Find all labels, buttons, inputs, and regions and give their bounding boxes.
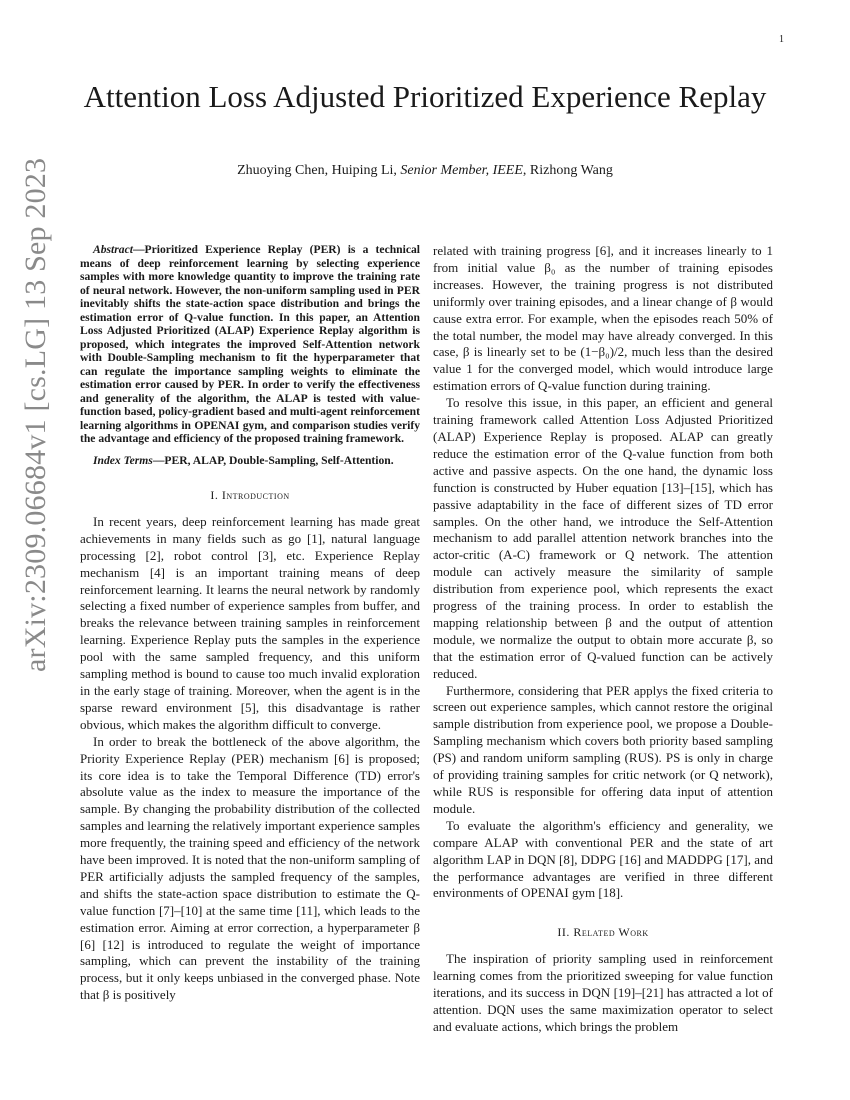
index-terms-text: —PER, ALAP, Double-Sampling, Self-Attention. [152, 453, 394, 467]
index-terms-label: Index Terms [93, 453, 153, 467]
author-line [70, 163, 780, 179]
intro-paragraph: To evaluate the algorithm's efficiency and generality, we compare ALAP with conventional PER and the state of art algorithm LAP in DQN [8], DDPG [16] and MADDPG [17], and the performance advantages are verified in three different environments of OPENAI gym [18]. [433, 817, 773, 901]
intro-paragraph: To resolve this issue, in this paper, an efficient and general training framework called Attention Loss Adjusted Prioritized (ALAP) Experience Replay is proposed. ALAP can greatly reduce the estimation error of the Q-value function from both active and passive aspects. On the one hand, the dynamic loss function is constructed by Huber equation [13]–[15], which has passive adaptability in the face of different sizes of TD error samples. On the other hand, we introduce the Self-Attention mechanism to add parallel attention network branches into the actor-critic (A-C) framework or Q network. The attention module can actively measure the similarity of sample distribution from experience pool, which represents the exact progress of the training process. In order to establish the mapping relationship between β and the output of attention module, we normalize the output to obtain more accurate β, so that the estimation error of Q-valued function can be actively reduced. [433, 395, 773, 681]
index-terms [80, 454, 420, 468]
abstract-label: Abstract [93, 243, 133, 256]
author-membership: Senior Member, IEEE [400, 163, 523, 178]
page-number: 1 [779, 34, 784, 45]
intro-paragraph: Furthermore, considering that PER applys the fixed criteria to screen out experience samples, which cannot restore the original sample distribution from experience pool, we propose a Double-Sampling mechanism which covers both priority based sampling (PS) and random uniform sampling (RUS). PS is only in charge of providing training samples for critic network (or Q network), while RUS is responsible for offering data input of attention module. [433, 682, 773, 816]
paper-title: Attention Loss Adjusted Prioritized Experience Replay [83, 79, 767, 114]
related-work-paragraph: The inspiration of priority sampling used in reinforcement learning comes from the prioritized sweeping for value function iterations, and its success in DQN [19]–[21] has attracted a lot of attention. DQN uses the same maximization operator to select and evaluate actions, which brings the problem [433, 951, 773, 1034]
abstract-text: —Prioritized Experience Replay (PER) is a technical means of deep reinforcement learning by selecting experience samples with more knowledge quantity to improve the training rate of neural network. However, the non-uniform sampling used in PER inevitably shifts the state-action space distribution and brings the estimation error of Q-value function. In this paper, an Attention Loss Adjusted Prioritized (ALAP) Experience Replay algorithm is proposed, which integrates the improved Self-Attention network with Double-Sampling mechanism to fit the hyperparameter that can regulate the importance sampling weights to eliminate the estimation error caused by PER. In order to verify the effectiveness and generality of the algorithm, the ALAP is tested with value-function based, policy-gradient based and multi-agent reinforcement learning algorithms in OPENAI gym, and comparison studies verify the advantage and efficiency of the proposed training framework. [80, 243, 420, 445]
abstract [80, 243, 420, 446]
author-names: Zhuoying Chen, Huiping Li, [237, 163, 401, 178]
author-names-tail: , Rizhong Wang [522, 163, 613, 178]
left-column [80, 243, 420, 1004]
right-column [433, 243, 773, 1036]
intro-paragraph: In recent years, deep reinforcement learning has made great achievements in many fields such as go [1], natural language processing [2], robot control [3], etc. Experience Replay mechanism [4] is an important training means of deep reinforcement learning. It learns the neural network by randomly selecting a fixed number of experience samples from buffer, and breaks the relevance between training samples in reinforcement learning. Experience Replay puts the samples in the experience pool with the same sampled frequency, and this uniform sampling method is bound to cause too much invalid exploration in the early stage of training. Moreover, when the agent is in the sparse reward environment [5], this disadvantage is rather obvious, which makes the algorithm difficult to converge. [80, 513, 420, 732]
intro-paragraph-continued: related with training progress [6], and it increases linearly to 1 from initial value β₀ as the number of training episodes increases. However, the training progress is not distributed uniformly over training episodes, and a linear change of β would cause extra error. For example, when the episodes reach 50% of the total number, the model may have already converged. In this case, β is linearly set to be (1−β₀)/2, much less than the desired value 1 for the converged model, which would introduce large estimation errors of Q-value function during training. [433, 243, 773, 394]
related-work-heading: II. Related Work [557, 925, 649, 940]
intro-paragraph: In order to break the bottleneck of the above algorithm, the Priority Experience Replay (PER) mechanism [6] is proposed; its core idea is to take the Temporal Difference (TD) error's absolute value as the index to measure the importance of the sample. By changing the probability distribution of the collected samples and learning the relatively important experience samples more frequently, the training speed and efficiency of the network have been improved. It is noted that the non-uniform sampling of PER artificially adjusts the sampled frequency of the samples, and shifts the state-action space distribution to estimate the Q-value function [7]–[10] at the same time [11], which leads to the estimation error. Aiming at error correction, a hyperparameter β [6] [12] is introduced to regulate the weight of importance sampling, which can prevent the instability of the training process, but it only keeps unbiased in the converged phase. Note that β is positively [80, 733, 420, 1003]
arxiv-identifier-stamp: arXiv:2309.06684v1 [cs.LG] 13 Sep 2023 [19, 157, 52, 672]
introduction-heading: I. Introduction [210, 488, 290, 502]
